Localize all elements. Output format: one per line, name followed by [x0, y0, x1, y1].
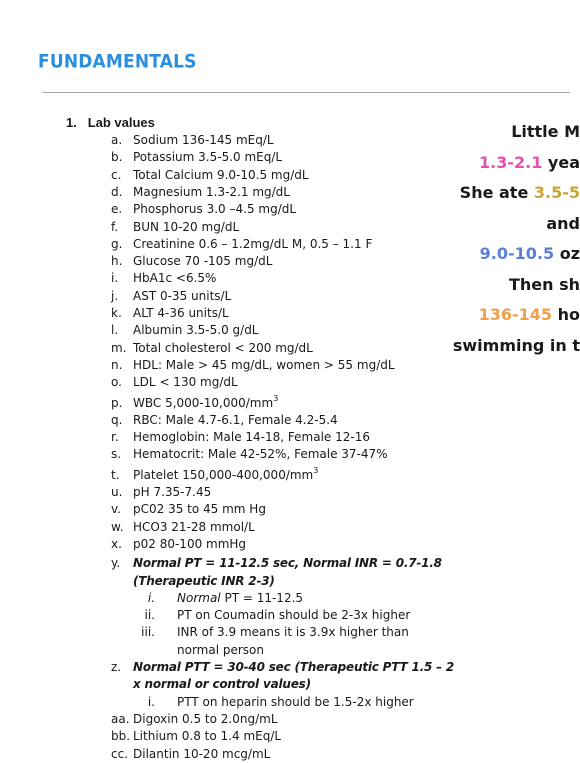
- sub-item-text: [177, 607, 410, 624]
- sub-item-text: [177, 694, 414, 711]
- item-label: z.: [111, 660, 122, 674]
- item-value: 136-145 mEq/L: [178, 133, 274, 147]
- header-divider: [42, 92, 570, 93]
- item-key: Phosphorus: [133, 202, 203, 217]
- mnemonic-note: [440, 122, 580, 372]
- note-line: [479, 305, 580, 324]
- item-text: [133, 167, 309, 184]
- item-superscript: 3: [313, 465, 319, 475]
- note-highlight-value: 3.5-5: [533, 183, 580, 202]
- item-value: 0.5 to 2.0ng/mL: [178, 711, 278, 726]
- note-line: [453, 336, 580, 355]
- sub-item-label: iii.: [141, 625, 155, 640]
- item-key: LDL: [133, 375, 156, 390]
- item-key: BUN: [133, 219, 159, 234]
- item-value: 10-20 mg/dL: [159, 219, 240, 234]
- item-label: m.: [111, 340, 127, 355]
- item-key: Total cholesterol: [133, 340, 231, 355]
- item-text: [133, 253, 272, 270]
- item-label: o.: [111, 375, 122, 390]
- item-value: 5,000-10,000/mm: [161, 395, 274, 410]
- item-value: 0.8 to 1.4 mEq/L: [177, 729, 282, 744]
- item-text: [133, 446, 388, 463]
- list-item: [0, 536, 570, 553]
- sub-item-text: [177, 590, 303, 607]
- item-value: : Male 42-52%, Female 37-47%: [200, 447, 388, 462]
- item-label: c.: [111, 167, 122, 182]
- item-text: [133, 374, 238, 391]
- item-key: pC02: [133, 502, 165, 517]
- item-value: <6.5%: [172, 271, 217, 286]
- item-label: g.: [111, 236, 123, 251]
- item-text: [133, 219, 239, 236]
- item-text: [133, 728, 281, 745]
- item-key: Magnesium: [133, 184, 203, 199]
- item-label: l.: [111, 323, 119, 338]
- item-value: 7.35-7.45: [149, 485, 212, 499]
- list-item: [0, 429, 570, 446]
- page-header-title: FUNDAMENTALS: [38, 50, 197, 74]
- item-text: [133, 322, 259, 339]
- note-text: yea: [542, 152, 580, 172]
- item-value: 150,000-400,000/mm: [178, 467, 314, 482]
- item-text: [133, 501, 266, 518]
- item-key: Albumin: [133, 323, 183, 338]
- note-text: ho: [552, 305, 580, 324]
- item-key: ALT: [133, 306, 154, 320]
- note-line: [511, 122, 580, 141]
- item-value: 3.0 –4.5 mg/dL: [202, 202, 297, 217]
- item-label: e.: [111, 202, 123, 217]
- item-key: AST: [133, 288, 157, 303]
- item-key: Total Calcium: [133, 167, 214, 182]
- item-label: y.: [111, 556, 121, 571]
- item-key: Lithium: [133, 729, 178, 744]
- item-value: 10-20 mcg/mL: [179, 746, 271, 761]
- item-label: j.: [111, 288, 119, 303]
- item-label: i.: [111, 271, 119, 286]
- item-label: d.: [111, 184, 123, 199]
- item-text: [133, 236, 372, 253]
- sub-item-label: i.: [147, 694, 155, 709]
- sub-list-item: [0, 624, 570, 641]
- sub-list-item: [0, 694, 570, 711]
- item-key: Potassium: [133, 150, 195, 165]
- item-key: Digoxin: [133, 711, 179, 726]
- note-text: Little M: [511, 122, 580, 141]
- section-number: 1.: [66, 115, 77, 130]
- sub-item-value: PT on Coumadin should be 2-3x higher: [177, 608, 411, 623]
- item-bold-italic-text: Normal PT = 11-12.5 sec, Normal INR = 0.7-1.8: [133, 556, 442, 571]
- list-item: [0, 746, 570, 763]
- sub-item-label: i.: [147, 590, 155, 605]
- sub-list-item-continued: [0, 642, 570, 659]
- item-text: [133, 395, 278, 412]
- item-text: [133, 711, 278, 728]
- list-item: [0, 711, 570, 728]
- item-key: Hemoglobin: [133, 430, 206, 445]
- item-label: r.: [111, 430, 119, 445]
- sub-item-label: ii.: [144, 608, 155, 623]
- note-highlight-value: 9.0-10.5: [479, 244, 555, 263]
- list-item: [0, 484, 570, 501]
- list-item: [0, 467, 570, 484]
- note-highlight-value: 1.3-2.1: [479, 152, 543, 172]
- item-value: 21-28 mmol/L: [167, 519, 255, 534]
- sub-list-item: [0, 590, 570, 607]
- note-text: swimming in t: [452, 335, 580, 355]
- item-value: 70 -105 mg/dL: [180, 254, 273, 269]
- sub-item-value: normal person: [177, 642, 264, 657]
- item-key: HCO3: [133, 519, 168, 534]
- item-value: 3.5-5.0 mEq/L: [194, 150, 283, 165]
- item-text: [133, 467, 318, 484]
- item-bold-italic-text: Normal PTT = 30-40 sec (Therapeutic PTT 1.5 – 2: [133, 660, 455, 674]
- item-value: 0.6 – 1.2mg/dL M, 0.5 – 1.1 F: [194, 236, 373, 251]
- item-text: [133, 412, 338, 429]
- sub-item-value: PT = 11-12.5: [220, 590, 304, 605]
- item-value: : Male 4.7-6.1, Female 4.2-5.4: [157, 412, 338, 427]
- item-text: [133, 357, 395, 374]
- item-value: 3.5-5.0 g/dL: [182, 323, 259, 338]
- item-key: Glucose: [133, 254, 181, 269]
- item-key: pH: [133, 485, 150, 499]
- item-text: [133, 484, 211, 501]
- item-key: Creatinine: [133, 236, 195, 251]
- item-key: HbA1c: [133, 271, 173, 286]
- item-value: : Male > 45 mg/dL, women > 55 mg/dL: [157, 357, 395, 372]
- item-text: [133, 340, 313, 357]
- sub-item-value: INR of 3.9 means it is 3.9x higher than: [177, 625, 409, 640]
- list-item: [0, 395, 570, 412]
- item-value: 0-35 units/L: [156, 288, 232, 303]
- note-line: [546, 214, 580, 233]
- item-label: h.: [111, 254, 123, 269]
- item-label: s.: [111, 447, 122, 462]
- item-key: Hematocrit: [133, 447, 201, 462]
- note-text: oz: [554, 244, 580, 263]
- item-text: [133, 305, 229, 322]
- item-label: w.: [111, 519, 124, 534]
- list-item: [0, 519, 570, 536]
- item-label: aa.: [111, 711, 130, 726]
- section-title: Lab values: [87, 115, 155, 130]
- item-text: [133, 184, 290, 201]
- item-value: : Male 14-18, Female 12-16: [205, 430, 370, 445]
- item-text: [133, 270, 216, 287]
- list-item: [0, 659, 570, 676]
- sub-item-value: PTT on heparin should be 1.5-2x higher: [177, 694, 414, 709]
- item-value: 9.0-10.5 mg/dL: [213, 167, 309, 182]
- item-text: [133, 536, 246, 553]
- item-value: 35 to 45 mm Hg: [164, 502, 266, 517]
- note-text: Then sh: [508, 274, 580, 294]
- item-key: HDL: [133, 357, 158, 372]
- item-text: [133, 746, 270, 763]
- sub-item-italic: Normal: [177, 590, 221, 605]
- item-label: q.: [111, 412, 123, 427]
- note-text: and: [546, 213, 580, 233]
- item-text: [133, 519, 255, 536]
- item-text: [133, 132, 274, 149]
- item-label: bb.: [111, 729, 131, 744]
- item-value: 1.3-2.1 mg/dL: [202, 184, 290, 199]
- item-text: [133, 429, 370, 446]
- list-item: [0, 728, 570, 745]
- sub-list-item: [0, 607, 570, 624]
- note-line: [509, 275, 580, 294]
- item-key: WBC: [133, 395, 162, 410]
- item-label: k.: [111, 306, 122, 320]
- note-highlight-value: 136-145: [478, 305, 553, 324]
- sub-item-text: [177, 624, 409, 641]
- item-label: u.: [111, 485, 123, 499]
- item-bold-italic-text: x normal or control values): [133, 677, 311, 692]
- list-item: [0, 374, 570, 391]
- item-label: x.: [111, 536, 122, 551]
- section-heading: [66, 115, 155, 130]
- item-label: v.: [111, 502, 121, 517]
- list-item: [0, 412, 570, 429]
- list-item: [0, 676, 570, 693]
- item-label: t.: [111, 467, 120, 482]
- item-label: cc.: [111, 746, 129, 761]
- list-item: [0, 446, 570, 463]
- note-line: [479, 153, 580, 172]
- item-key: Dilantin: [133, 746, 180, 761]
- note-line: [480, 244, 580, 263]
- note-text: She ate: [459, 183, 534, 202]
- item-label: f.: [111, 219, 119, 234]
- item-value: < 130 mg/dL: [155, 375, 238, 390]
- list-item: [0, 555, 570, 572]
- item-label: a.: [111, 133, 123, 147]
- item-text: [133, 201, 296, 218]
- item-text: [133, 149, 282, 166]
- item-value: 80-100 mmHg: [155, 536, 247, 551]
- item-value: < 200 mg/dL: [230, 340, 313, 355]
- item-key: Sodium: [133, 133, 179, 147]
- list-item: [0, 501, 570, 518]
- item-bold-italic-text: (Therapeutic INR 2-3): [133, 573, 275, 588]
- list-item: [0, 573, 570, 590]
- item-key: RBC: [133, 412, 158, 427]
- item-label: b.: [111, 150, 123, 165]
- item-text: [133, 288, 231, 305]
- item-superscript: 3: [273, 393, 279, 403]
- item-label: n.: [111, 357, 123, 372]
- item-value: 4-36 units/L: [153, 306, 229, 320]
- note-line: [460, 183, 580, 202]
- item-label: p.: [111, 395, 123, 410]
- item-key: Platelet: [133, 467, 179, 482]
- item-key: p02: [133, 536, 156, 551]
